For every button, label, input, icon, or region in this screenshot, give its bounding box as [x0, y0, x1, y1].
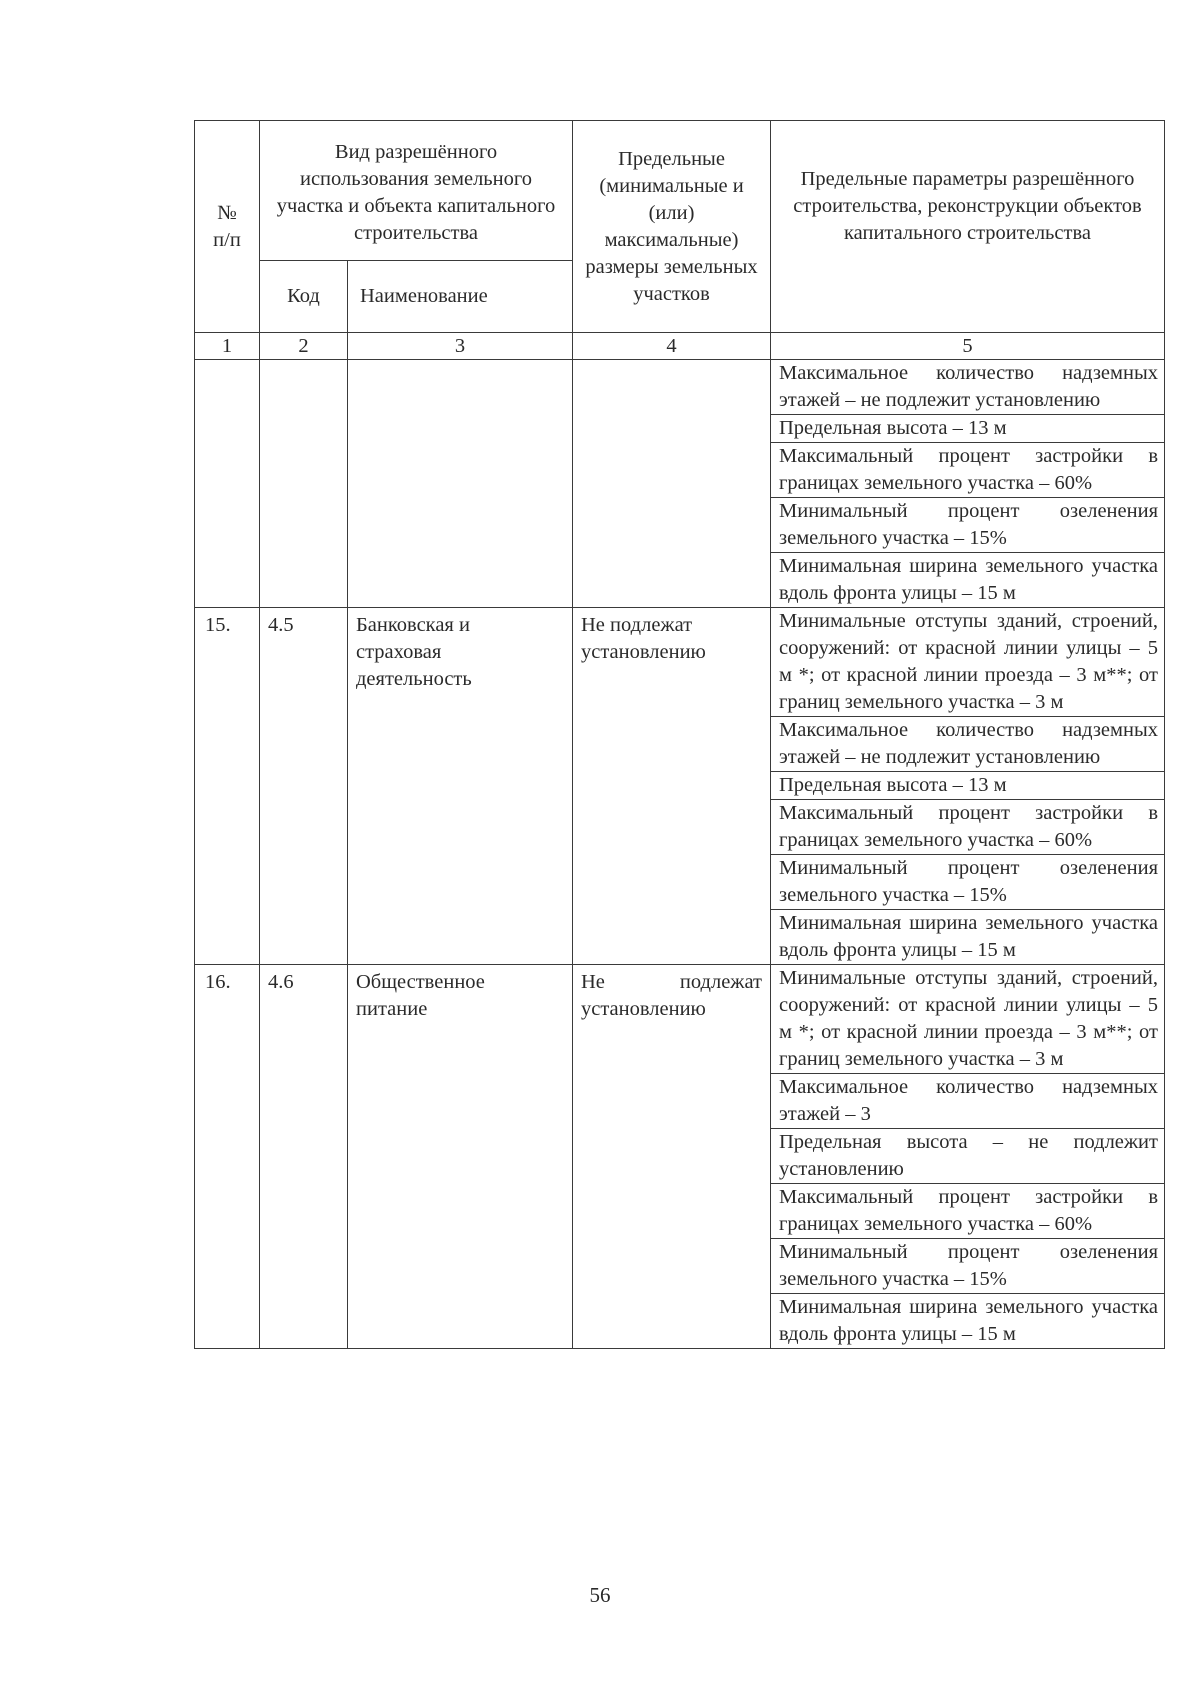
column-number: 4	[573, 333, 771, 360]
column-number: 2	[260, 333, 348, 360]
header-name: Наименование	[348, 261, 573, 333]
param-min-width: Минимальная ширина земельного участка вдоль фронта улицы – 15 м	[779, 912, 1158, 961]
table-row-continued	[195, 360, 1165, 608]
param-min-setbacks: Минимальные отступы зданий, строений, сооружений: от красной линии улицы – 5 м *; от красной линии проезда – 3 м**; от границ земельного участка – 3 м	[771, 965, 1164, 1074]
param-max-height: Предельная высота – 13 м	[771, 772, 1164, 800]
param-min-greenery: Минимальный процент озеленения земельного участка – 15%	[771, 498, 1164, 553]
param-max-built-percent: Максимальный процент застройки в границах земельного участка – 60%	[771, 1184, 1164, 1239]
table-row	[195, 608, 1165, 965]
header-code: Код	[260, 261, 348, 333]
row-use-name: Банковская и страховая деятельность	[356, 614, 472, 690]
header-plot-size: Предельные (минимальные и (или) максимальные) размеры земельных участков	[573, 121, 771, 333]
header-number: № п/п	[195, 121, 260, 333]
row-number: 16.	[205, 971, 231, 993]
zoning-parameters-table	[194, 120, 1165, 1349]
param-max-height: Предельная высота – не подлежит установлению	[771, 1129, 1164, 1184]
column-number: 3	[348, 333, 573, 360]
column-number: 1	[195, 333, 260, 360]
param-min-greenery: Минимальный процент озеленения земельного участка – 15%	[771, 855, 1164, 910]
header-construction-params: Предельные параметры разрешённого строительства, реконструкции объектов капитального строительства	[771, 121, 1165, 333]
param-max-height: Предельная высота – 13 м	[771, 415, 1164, 443]
param-max-floors: Максимальное количество надземных этажей – 3	[771, 1074, 1164, 1129]
header-permitted-use-group: Вид разрешённого использования земельного участка и объекта капитального строительства	[260, 121, 573, 261]
param-max-floors: Максимальное количество надземных этажей – не подлежит установлению	[771, 360, 1164, 415]
row-plot-size: Не подлежат установлению	[581, 971, 762, 1020]
zoning-table-page	[194, 120, 1164, 1349]
param-max-floors: Максимальное количество надземных этажей – не подлежит установлению	[771, 717, 1164, 772]
param-min-greenery: Минимальный процент озеленения земельного участка – 15%	[771, 1239, 1164, 1294]
param-min-width: Минимальная ширина земельного участка вдоль фронта улицы – 15 м	[779, 555, 1158, 604]
param-min-setbacks: Минимальные отступы зданий, строений, сооружений: от красной линии улицы – 5 м *; от красной линии проезда – 3 м**; от границ земельного участка – 3 м	[771, 608, 1164, 717]
row-number: 15.	[205, 614, 231, 636]
row-use-name: Общественное питание	[356, 971, 485, 1020]
row-code: 4.6	[268, 971, 294, 993]
table-row	[195, 965, 1165, 1349]
column-numbers-row	[195, 333, 1165, 360]
row-plot-size: Не подлежат установлению	[581, 614, 706, 663]
row-code: 4.5	[268, 614, 294, 636]
param-max-built-percent: Максимальный процент застройки в границах земельного участка – 60%	[771, 443, 1164, 498]
column-number: 5	[771, 333, 1165, 360]
param-min-width: Минимальная ширина земельного участка вдоль фронта улицы – 15 м	[779, 1296, 1158, 1345]
page-number: 56	[589, 1583, 611, 1607]
param-max-built-percent: Максимальный процент застройки в границах земельного участка – 60%	[771, 800, 1164, 855]
